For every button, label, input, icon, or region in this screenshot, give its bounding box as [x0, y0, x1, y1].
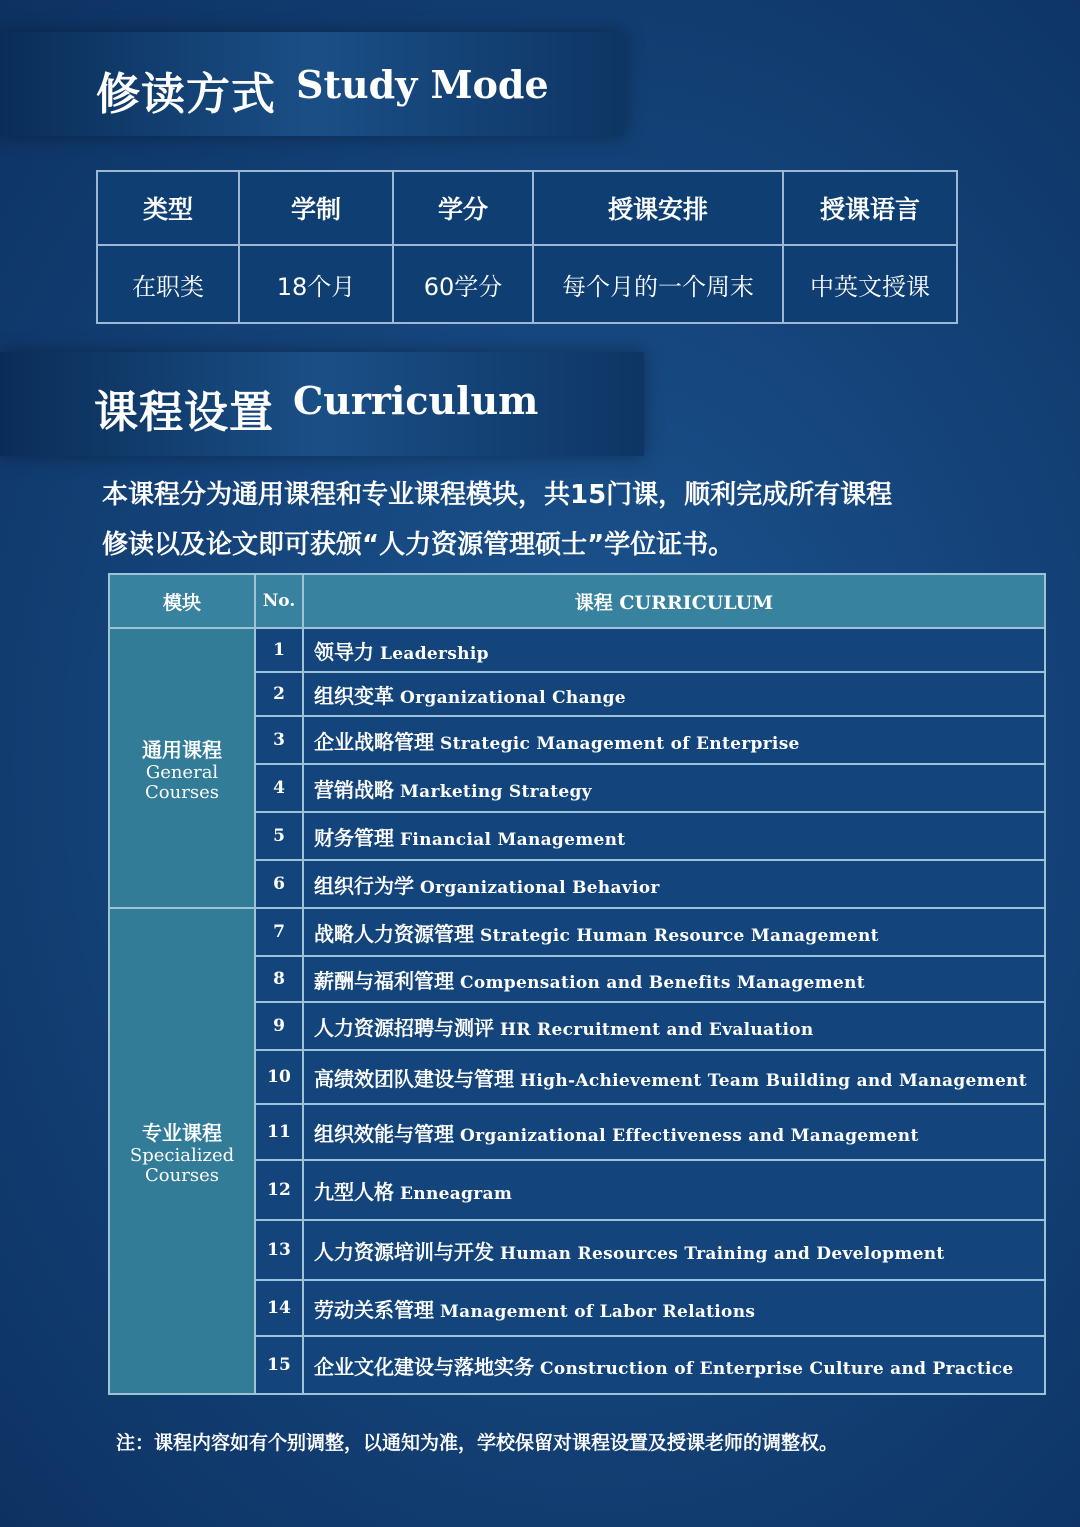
module-specialized-zh: 专业课程 [142, 1120, 222, 1145]
module-general-zh: 通用课程 [142, 737, 222, 762]
course-number: 5 [255, 812, 303, 860]
course-en: Strategic Human Resource Management [480, 925, 879, 946]
course-cell [303, 628, 1045, 672]
course-number: 13 [255, 1220, 303, 1280]
course-en: Organizational Effectiveness and Management [460, 1125, 919, 1146]
intro-line-2: 修读以及论文即可获颁“人力资源管理硕士”学位证书。 [102, 530, 735, 560]
course-cell [303, 1336, 1045, 1394]
table-row [109, 908, 1045, 956]
header-course: 课程 CURRICULUM [303, 574, 1045, 628]
course-zh: 领导力 [314, 639, 374, 664]
course-cell [303, 1002, 1045, 1050]
curriculum-table [108, 573, 1046, 1395]
study-mode-banner [0, 32, 624, 136]
course-cell [303, 716, 1045, 764]
curriculum-intro [102, 470, 1042, 570]
value-credits: 60学分 [393, 245, 533, 323]
course-number: 4 [255, 764, 303, 812]
module-specialized [109, 908, 255, 1394]
course-number: 6 [255, 860, 303, 908]
course-en: High-Achievement Team Building and Management [520, 1070, 1027, 1091]
course-cell [303, 1280, 1045, 1336]
course-cell [303, 1160, 1045, 1220]
course-zh: 战略人力资源管理 [314, 921, 474, 946]
value-type: 在职类 [97, 245, 239, 323]
course-number: 1 [255, 628, 303, 672]
course-en: Financial Management [400, 829, 626, 850]
course-cell [303, 672, 1045, 716]
header-credits: 学分 [393, 171, 533, 245]
course-cell [303, 956, 1045, 1002]
module-general-en: General Courses [145, 761, 219, 803]
curriculum-title-en: Curriculum [293, 378, 539, 423]
course-number: 7 [255, 908, 303, 956]
course-en: Marketing Strategy [400, 781, 592, 802]
course-zh: 九型人格 [314, 1179, 394, 1204]
course-en: Management of Labor Relations [440, 1301, 756, 1322]
study-mode-table [96, 170, 958, 324]
course-cell [303, 860, 1045, 908]
course-number: 8 [255, 956, 303, 1002]
course-cell [303, 1220, 1045, 1280]
course-number: 10 [255, 1050, 303, 1104]
course-cell [303, 1104, 1045, 1160]
header-module: 模块 [109, 574, 255, 628]
study-mode-title-zh: 修读方式 [96, 69, 276, 120]
course-en: Construction of Enterprise Culture and Practice [540, 1358, 1014, 1379]
course-number: 11 [255, 1104, 303, 1160]
study-mode-title-en: Study Mode [296, 62, 549, 107]
table-row [109, 628, 1045, 672]
header-schedule: 授课安排 [533, 171, 783, 245]
course-zh: 组织变革 [314, 683, 394, 708]
course-cell [303, 908, 1045, 956]
course-en: Human Resources Training and Development [500, 1243, 945, 1264]
course-zh: 组织效能与管理 [314, 1121, 454, 1146]
course-zh: 高绩效团队建设与管理 [314, 1066, 514, 1091]
course-number: 3 [255, 716, 303, 764]
module-general [109, 628, 255, 908]
course-zh: 组织行为学 [314, 873, 414, 898]
header-type: 类型 [97, 171, 239, 245]
course-en: Strategic Management of Enterprise [440, 733, 800, 754]
course-cell [303, 812, 1045, 860]
header-language: 授课语言 [783, 171, 957, 245]
course-zh: 人力资源招聘与测评 [314, 1015, 494, 1040]
course-zh: 薪酬与福利管理 [314, 968, 454, 993]
course-zh: 企业文化建设与落地实务 [314, 1354, 534, 1379]
course-number: 15 [255, 1336, 303, 1394]
course-en: Leadership [380, 643, 489, 664]
course-zh: 劳动关系管理 [314, 1297, 434, 1322]
course-number: 2 [255, 672, 303, 716]
course-en: Organizational Change [400, 687, 626, 708]
course-en: HR Recruitment and Evaluation [500, 1019, 814, 1040]
course-zh: 企业战略管理 [314, 729, 434, 754]
curriculum-banner [0, 352, 644, 456]
value-duration: 18个月 [239, 245, 393, 323]
study-mode-header-row [97, 171, 957, 245]
course-zh: 财务管理 [314, 825, 394, 850]
footer-note: 注：课程内容如有个别调整，以通知为准，学校保留对课程设置及授课老师的调整权。 [116, 1432, 839, 1454]
course-en: Organizational Behavior [420, 877, 660, 898]
course-number: 12 [255, 1160, 303, 1220]
study-mode-value-row [97, 245, 957, 323]
curriculum-header-row [109, 574, 1045, 628]
course-zh: 人力资源培训与开发 [314, 1239, 494, 1264]
header-duration: 学制 [239, 171, 393, 245]
value-schedule: 每个月的一个周末 [533, 245, 783, 323]
course-cell [303, 764, 1045, 812]
course-zh: 营销战略 [314, 777, 394, 802]
value-language: 中英文授课 [783, 245, 957, 323]
course-cell [303, 1050, 1045, 1104]
course-en: Enneagram [400, 1183, 513, 1204]
course-number: 14 [255, 1280, 303, 1336]
course-number: 9 [255, 1002, 303, 1050]
curriculum-title-zh: 课程设置 [94, 387, 274, 438]
module-specialized-en: Specialized Courses [129, 1144, 235, 1186]
course-en: Compensation and Benefits Management [460, 972, 865, 993]
intro-line-1: 本课程分为通用课程和专业课程模块，共15门课，顺利完成所有课程 [102, 480, 893, 510]
header-no: No. [255, 574, 303, 628]
